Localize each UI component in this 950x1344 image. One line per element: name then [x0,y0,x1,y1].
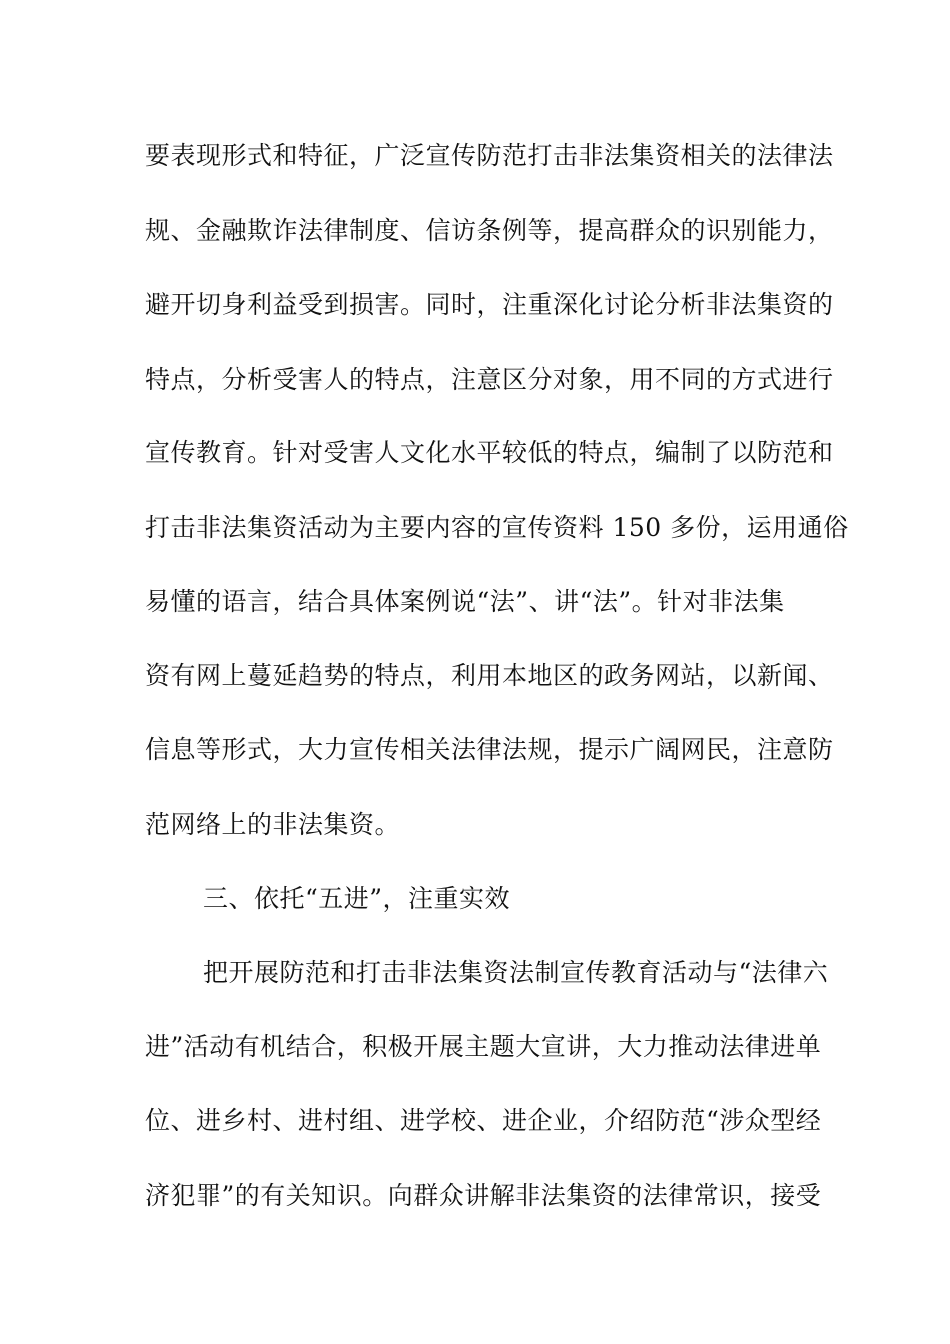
text-line: 信息等形式，大力宣传相关法律法规，提示广阔网民，注意防 [145,735,834,764]
text-line: 位、进乡村、进村组、进学校、进企业，介绍防范“涉众型经 [145,1106,822,1135]
text-line: 范网络上的非法集资。 [145,810,401,839]
text-line: 特点，分析受害人的特点，注意区分对象，用不同的方式进行 [145,365,834,394]
text-line: 打击非法集资活动为主要内容的宣传资料 150 多份，运用通俗 [145,513,849,542]
text-line: 资有网上蔓延趋势的特点，利用本地区的政务网站，以新闻、 [145,661,834,690]
text-line: 济犯罪”的有关知识。向群众讲解非法集资的法律常识，接受 [145,1181,822,1210]
text-line: 进”活动有机结合，积极开展主题大宣讲，大力推动法律进单 [145,1032,822,1061]
text-line: 宣传教育。针对受害人文化水平较低的特点，编制了以防范和 [145,438,834,467]
text-line: 规、金融欺诈法律制度、信访条例等，提高群众的识别能力， [145,216,834,245]
text-line: 要表现形式和特征，广泛宣传防范打击非法集资相关的法律法 [145,141,834,170]
text-line: 把开展防范和打击非法集资法制宣传教育活动与“法律六 [203,958,829,987]
text-line: 避开切身利益受到损害。同时，注重深化讨论分析非法集资的 [145,290,834,319]
text-line: 易懂的语言，结合具体案例说“法”、讲“法”。针对非法集 [145,587,785,616]
section-heading: 三、依托“五进”，注重实效 [203,884,511,913]
